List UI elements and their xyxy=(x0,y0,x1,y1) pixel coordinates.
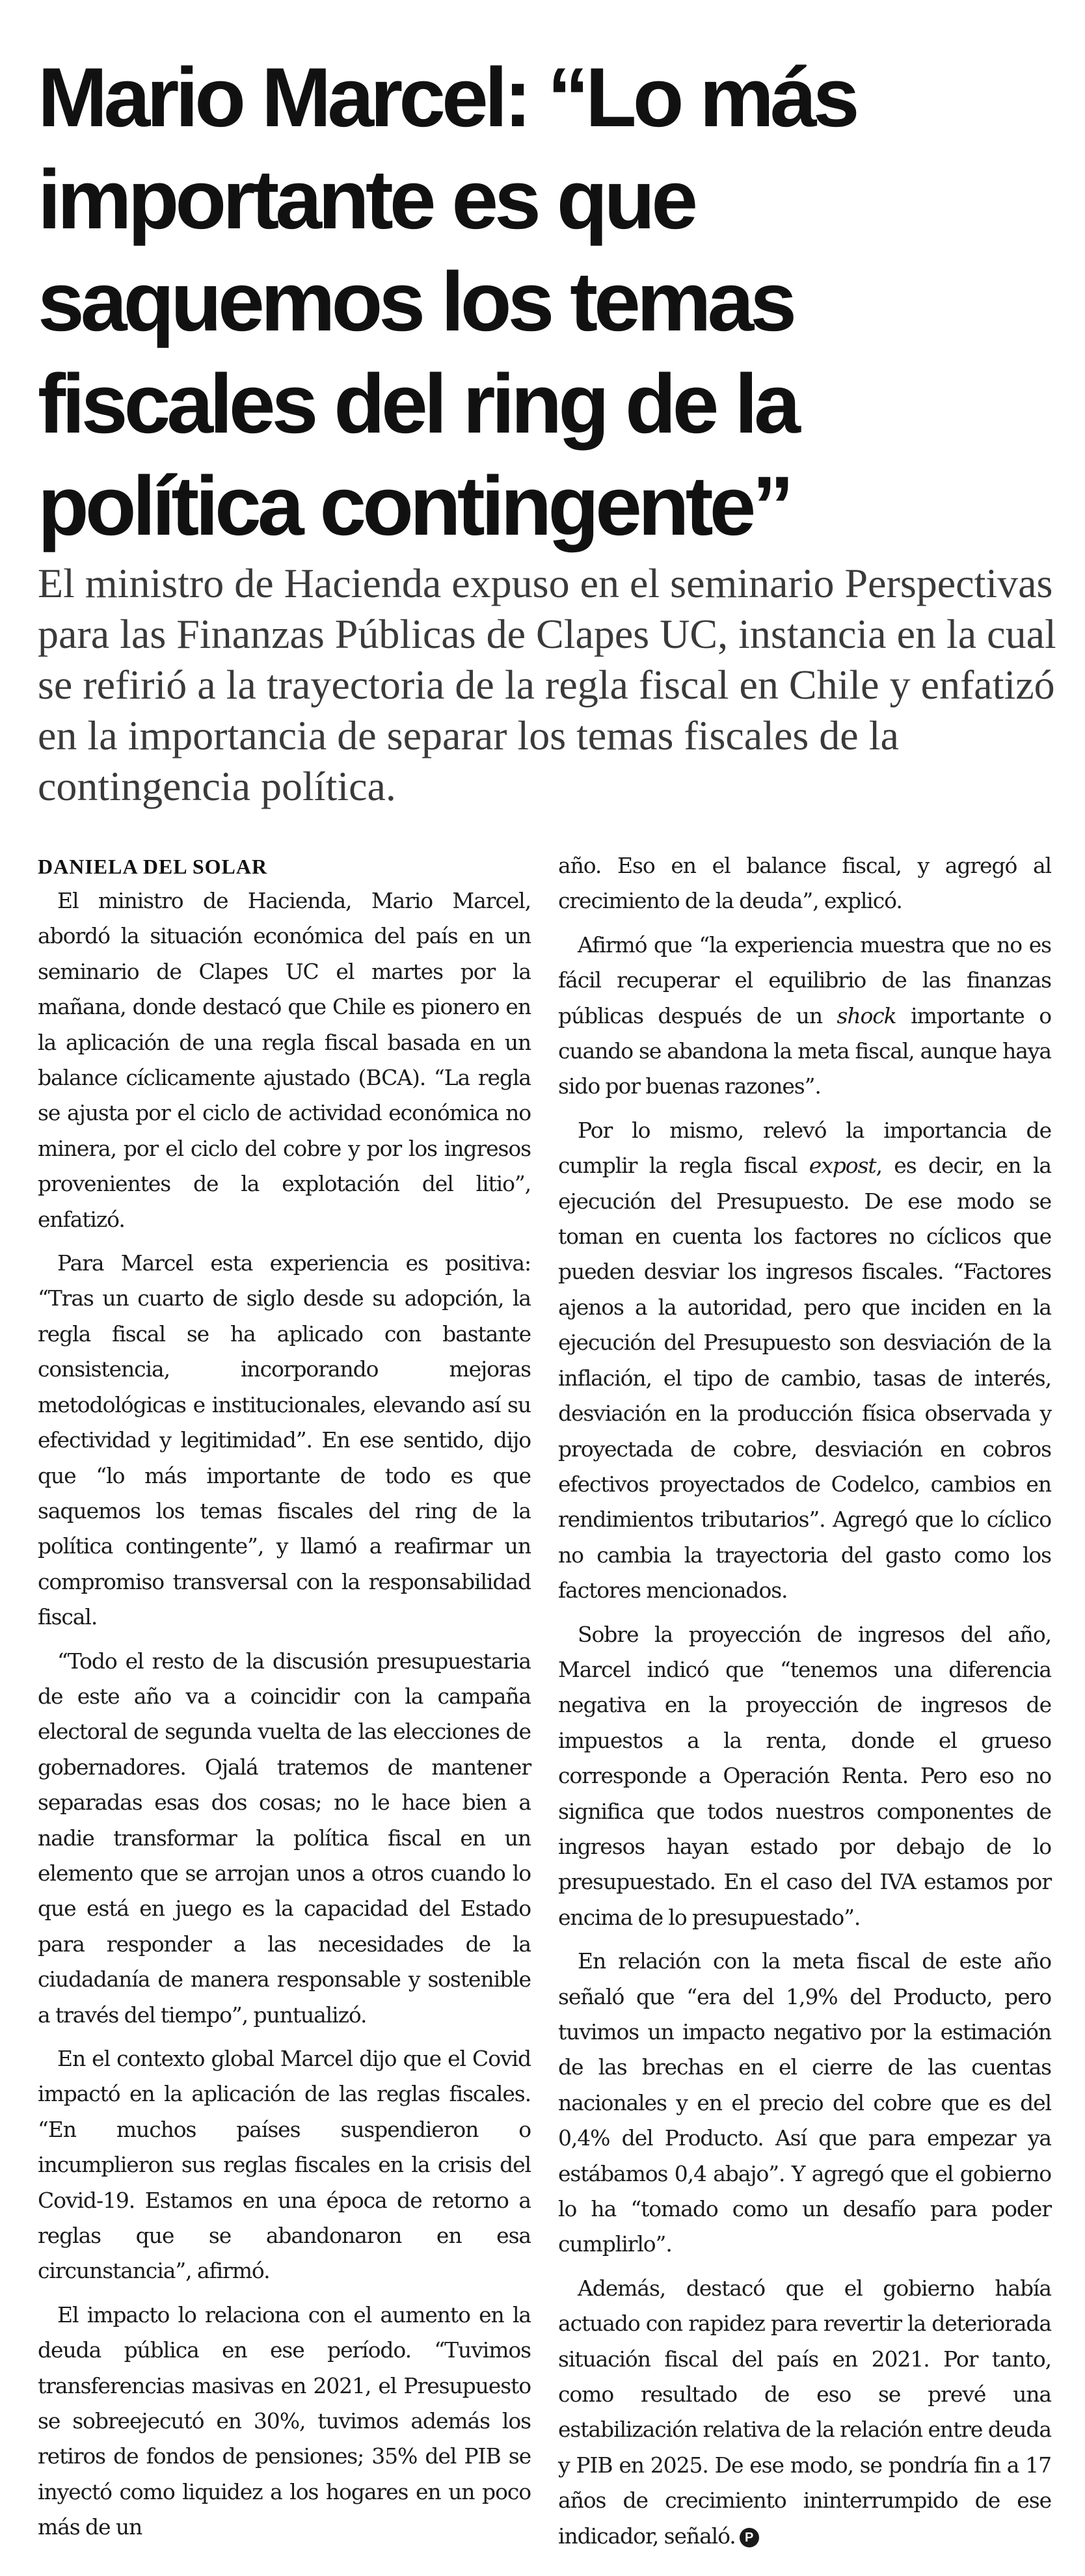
body-paragraph: Sobre la proyección de ingresos del año, Marcel indicó que “tenemos una diferencia negativa en la proyección de ingresos de impuestos a la renta, donde el grueso corresponde a Operación Renta. Pero eso no significa que todos nuestros componentes de ingresos hayan estado por debajo de lo presupuestado. En el caso del IVA estamos por encima de lo presupuestado”. xyxy=(558,1621,1051,1930)
body-paragraph-continued: año. Eso en el balance fiscal, y agregó al crecimiento de la deuda”, explicó. xyxy=(558,853,1051,914)
body-paragraph: En relación con la meta fiscal de este año señaló que “era del 1,9% del Producto, pero tuvimos un impacto negativo por la estimación de las brechas en el cierre de las cuentas nacionales y en el precio del cobre que es del 0,4% del Producto. Así que para empezar ya estábamos 0,4 abajo”. Y agregó que el gobierno lo ha “tomado como un desafío para poder cumplirlo”. xyxy=(558,1948,1051,2257)
body-paragraph: Para Marcel esta experiencia es positiva: “Tras un cuarto de siglo desde su adopción, la regla fiscal se ha aplicado con bastante consistencia, incorporando mejoras metodológicas e institucionales, elevando así su efectividad y legitimidad”. En ese sentido, dijo que “lo más importante de todo es que saquemos los temas fiscales del ring de la política contingente”, y llamó a reafirmar un compromiso transversal con la responsabilidad fiscal. xyxy=(38,1250,531,1630)
headline: Mario Marcel: “Lo más importante es que saquemos los temas fiscales del ring de la política contingente” xyxy=(38,51,856,553)
body-paragraph: En el contexto global Marcel dijo que el Covid impactó en la aplicación de las reglas fiscales. “En muchos países suspendieron o incumplieron sus reglas fiscales en la crisis del Covid-19. Estamos en una época de retorno a reglas que se abandonaron en esa circunstancia”, afirmó. xyxy=(38,2046,531,2284)
body-paragraph-last: Además, destacó que el gobierno había actuado con rapidez para revertir la deteriorada situación fiscal del país en 2021. Por tanto, como resultado de eso se prevé una estabilización relativa de la relación entre deuda y PIB en 2025. De ese modo, se pondría fin a 17 años de crecimiento ininterrumpido de ese indicador, señaló. P xyxy=(558,2275,1051,2549)
body-paragraph: El impacto lo relaciona con el aumento en la deuda pública en ese período. “Tuvimos transferencias masivas en 2021, el Presupuesto se sobreejecutó en 30%, tuvimos además los retiros de fondos de pensiones; 35% del PIB se inyectó como liquidez a los hogares en un poco más de un xyxy=(38,2301,531,2540)
standfirst: El ministro de Hacienda expuso en el seminario Perspectivas para las Finanzas Públicas de Clapes UC, instancia en la cual se refirió a la trayectoria de la regla fiscal en Chile y enfatizó en la importancia de separar los temas fiscales de la contingencia política. xyxy=(38,560,1056,809)
byline: DANIELA DEL SOLAR xyxy=(38,855,268,878)
body-column-right xyxy=(558,848,1051,2562)
body-paragraph: “Todo el resto de la discusión presupuestaria de este año va a coincidir con la campaña electoral de segunda vuelta de las elecciones de gobernadores. Ojalá tratemos de mantener separadas esas dos cosas; no le hace bien a nadie transformar la política fiscal en un elemento que se arrojan unos a otros cuando lo que está en juego es la capacidad del Estado para responder a las necesidades de la ciudadanía de manera responsable y sostenible a través del tiempo”, puntualizó. xyxy=(38,1648,531,2028)
body-paragraph: El ministro de Hacienda, Mario Marcel, abordó la situación económica del país en un seminario de Clapes UC el martes por la mañana, donde destacó que Chile es pionero en la aplicación de una regla fiscal basada en un balance cíclicamente ajustado (BCA). “La regla se ajusta por el ciclo de actividad económica no minera, por el ciclo del cobre y por los ingresos provenientes de la explotación del litio”, enfatizó. xyxy=(38,888,531,1232)
body-paragraph: Por lo mismo, relevó la importancia de cumplir la regla fiscal expost, es decir, en la ejecución del Presupuesto. De ese modo se toman en cuenta los factores no cíclicos que pueden desviar los ingresos fiscales. “Factores ajenos a la autoridad, pero que inciden en la ejecución del Presupuesto son desviación de la inflación, el tipo de cambio, tasas de interés, desviación en la producción física observada y proyectada de cobre, desviación en cobros efectivos proyectados de Codelco, cambios en rendimientos tributarios”. Agregó que lo cíclico no cambia la trayectoria del gasto como los factores mencionados. xyxy=(558,1117,1051,1603)
body-paragraph: Afirmó que “la experiencia muestra que no es fácil recuperar el equilibrio de las finanzas públicas después de un shock importante o cuando se abandona la meta fiscal, aunque haya sido por buenas razones”. xyxy=(558,932,1052,1099)
end-of-article-icon: P xyxy=(740,2528,759,2547)
body-column-left xyxy=(38,883,531,2554)
